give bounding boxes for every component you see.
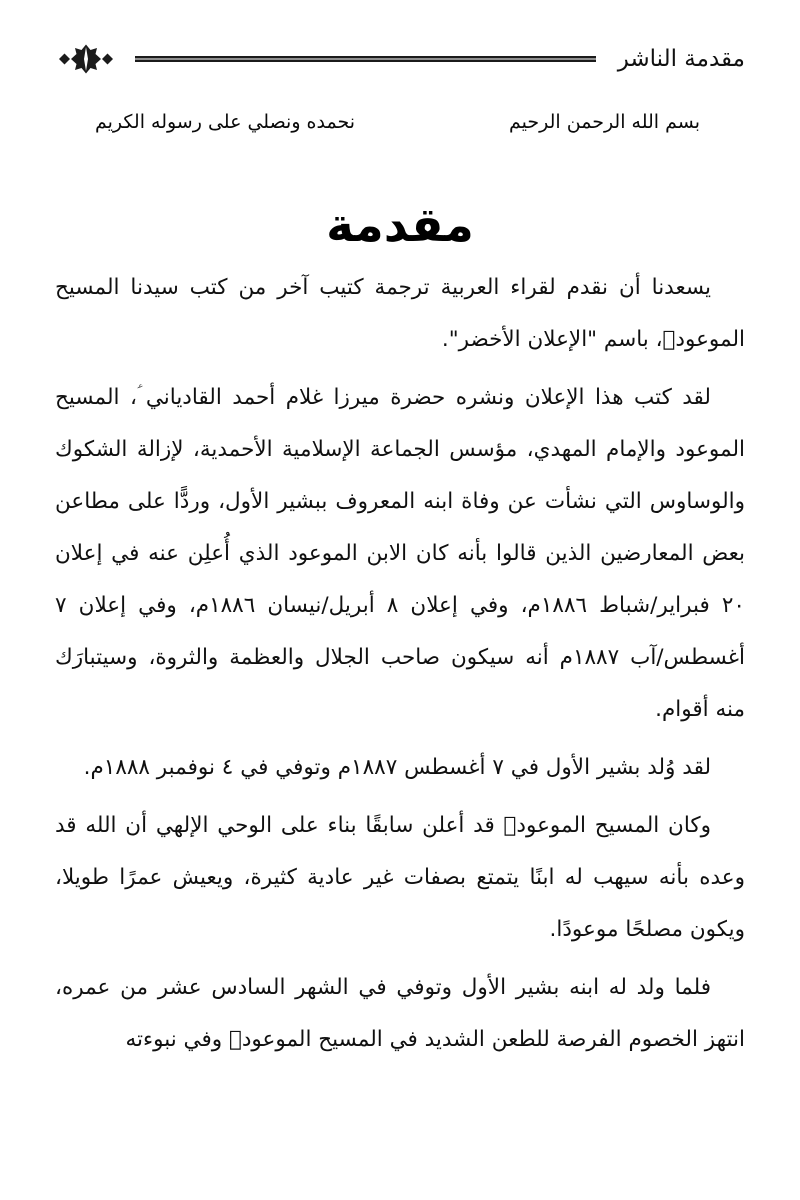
invocation-row	[95, 108, 700, 137]
salutation-text: نحمده ونصلي على رسوله الكريم	[95, 111, 356, 133]
running-header	[55, 38, 745, 80]
paragraph: لقد وُلد بشير الأول في ٧ أغسطس ١٨٨٧م وتوفي في ٤ نوفمبر ١٨٨٨م.	[83, 755, 711, 780]
paragraph: وكان المسيح الموعودؑ قد أعلن سابقًا بناء على الوحي الإلهي أن الله قد وعده بأنه سيهب له ابنًا يتمتع بصفات غير عادية كثيرة، ويعيش عمرًا طويلا، ويكون مصلحًا موعودًا.	[55, 813, 745, 942]
diamond-star-ornament-icon	[55, 42, 117, 76]
paragraph: فلما ولد له ابنه بشير الأول وتوفي في الشهر السادس عشر من عمره، انتهز الخصوم الفرصة للطعن الشديد في المسيح الموعودؑ وفي نبوءته	[55, 975, 745, 1052]
bismillah-text: بسم الله الرحمن الرحيم	[509, 111, 700, 133]
paragraph: لقد كتب هذا الإعلان ونشره حضرة ميرزا غلام أحمد القادياني ؑ، المسيح الموعود والإمام المهدي، مؤسس الجماعة الإسلامية الأحمدية، لإزالة الشكوك والوساوس التي نشأت عن وفاة ابنه المعروف ببشير الأول، وردًّا على مطاعن بعض المعارضين الذين قالوا بأنه كان الابن الموعود الذي أُعلِن عنه في إعلان ٢٠ فبراير/شباط ١٨٨٦م، وفي إعلان ٨ أبريل/نيسان ١٨٨٦م، وفي إعلان ٧ أغسطس/آب ١٨٨٧م أنه سيكون صاحب الجلال والعظمة والثروة، وسيتبارَك منه أقوام.	[55, 385, 745, 722]
header-title: مقدمة الناشر	[617, 45, 745, 72]
body-content	[55, 262, 745, 1066]
header-rule	[135, 56, 596, 62]
page-title: مقدمة	[326, 198, 474, 254]
paragraph: يسعدنا أن نقدم لقراء العربية ترجمة كتيب آخر من كتب سيدنا المسيح الموعودؑ، باسم "الإعلان الأخضر".	[55, 275, 745, 352]
